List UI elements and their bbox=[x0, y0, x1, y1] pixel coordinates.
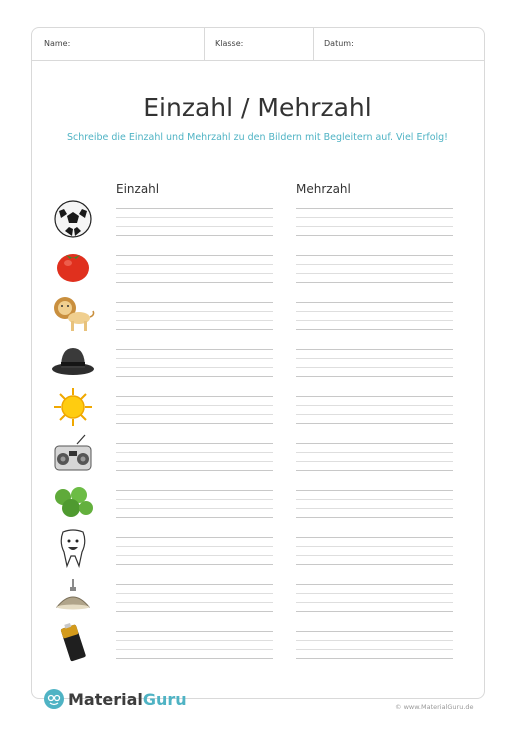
copyright-url: © www.MaterialGuru.de bbox=[395, 703, 474, 711]
guide-line bbox=[116, 358, 273, 359]
guide-line bbox=[116, 593, 273, 594]
guide-line bbox=[296, 490, 453, 491]
guide-line bbox=[296, 584, 453, 585]
singular-writing-lines[interactable] bbox=[116, 396, 273, 424]
guide-line bbox=[296, 602, 453, 603]
guide-line bbox=[296, 611, 453, 612]
guide-line bbox=[116, 367, 273, 368]
singular-writing-lines[interactable] bbox=[116, 208, 273, 236]
plural-writing-lines[interactable] bbox=[296, 631, 453, 659]
guide-line bbox=[296, 226, 453, 227]
guide-line bbox=[116, 226, 273, 227]
guide-line bbox=[296, 461, 453, 462]
guide-line bbox=[116, 320, 273, 321]
guide-line bbox=[296, 311, 453, 312]
radio-icon bbox=[51, 434, 95, 474]
lamp-icon bbox=[51, 575, 95, 615]
guide-line bbox=[116, 217, 273, 218]
guide-line bbox=[296, 423, 453, 424]
singular-writing-lines[interactable] bbox=[116, 349, 273, 377]
guide-line bbox=[296, 282, 453, 283]
guide-line bbox=[296, 217, 453, 218]
guide-line bbox=[116, 611, 273, 612]
header-divider bbox=[313, 28, 314, 60]
guide-line bbox=[296, 555, 453, 556]
guide-line bbox=[116, 329, 273, 330]
guide-line bbox=[296, 376, 453, 377]
guide-line bbox=[116, 658, 273, 659]
guide-line bbox=[296, 273, 453, 274]
brussels-sprouts-icon bbox=[51, 481, 95, 521]
guide-line bbox=[296, 396, 453, 397]
sun-icon bbox=[51, 387, 95, 427]
guide-line bbox=[116, 282, 273, 283]
guide-line bbox=[116, 564, 273, 565]
guide-line bbox=[116, 273, 273, 274]
soccer-ball-icon bbox=[51, 199, 95, 239]
plural-writing-lines[interactable] bbox=[296, 208, 453, 236]
guide-line bbox=[296, 517, 453, 518]
guide-line bbox=[116, 584, 273, 585]
guide-line bbox=[116, 461, 273, 462]
plural-writing-lines[interactable] bbox=[296, 490, 453, 518]
guide-line bbox=[116, 264, 273, 265]
guide-line bbox=[296, 470, 453, 471]
guide-line bbox=[296, 367, 453, 368]
plural-writing-lines[interactable] bbox=[296, 584, 453, 612]
class-label: Klasse: bbox=[215, 39, 244, 48]
guide-line bbox=[116, 490, 273, 491]
singular-writing-lines[interactable] bbox=[116, 255, 273, 283]
plural-writing-lines[interactable] bbox=[296, 349, 453, 377]
guide-line bbox=[116, 649, 273, 650]
guide-line bbox=[296, 499, 453, 500]
plural-writing-lines[interactable] bbox=[296, 302, 453, 330]
guide-line bbox=[296, 255, 453, 256]
guide-line bbox=[296, 405, 453, 406]
header-divider bbox=[204, 28, 205, 60]
guide-line bbox=[296, 235, 453, 236]
guide-line bbox=[296, 640, 453, 641]
name-label: Name: bbox=[44, 39, 71, 48]
tooth-icon bbox=[51, 528, 95, 568]
guide-line bbox=[116, 517, 273, 518]
guide-line bbox=[116, 405, 273, 406]
guide-line bbox=[116, 470, 273, 471]
guide-line bbox=[116, 208, 273, 209]
guide-line bbox=[296, 593, 453, 594]
guide-line bbox=[116, 546, 273, 547]
guide-line bbox=[296, 302, 453, 303]
guide-line bbox=[116, 537, 273, 538]
guide-line bbox=[296, 658, 453, 659]
guide-line bbox=[296, 414, 453, 415]
guide-line bbox=[116, 452, 273, 453]
battery-icon bbox=[51, 622, 95, 662]
guide-line bbox=[116, 349, 273, 350]
guide-line bbox=[296, 452, 453, 453]
guide-line bbox=[116, 311, 273, 312]
guide-line bbox=[116, 631, 273, 632]
singular-writing-lines[interactable] bbox=[116, 490, 273, 518]
tomato-icon bbox=[51, 246, 95, 286]
guide-line bbox=[296, 320, 453, 321]
guide-line bbox=[296, 537, 453, 538]
guide-line bbox=[116, 640, 273, 641]
guide-line bbox=[116, 423, 273, 424]
guide-line bbox=[116, 499, 273, 500]
guide-line bbox=[296, 631, 453, 632]
guide-line bbox=[116, 255, 273, 256]
header-fields bbox=[32, 28, 484, 61]
logo-text-guru: Guru bbox=[142, 690, 187, 709]
guide-line bbox=[116, 302, 273, 303]
plural-writing-lines[interactable] bbox=[296, 537, 453, 565]
plural-writing-lines[interactable] bbox=[296, 443, 453, 471]
guide-line bbox=[116, 414, 273, 415]
singular-writing-lines[interactable] bbox=[116, 537, 273, 565]
plural-writing-lines[interactable] bbox=[296, 255, 453, 283]
logo-badge-icon bbox=[44, 689, 64, 709]
logo-text-material: Material bbox=[68, 690, 143, 709]
page-title: Einzahl / Mehrzahl bbox=[143, 93, 372, 122]
guide-line bbox=[116, 235, 273, 236]
guide-line bbox=[296, 649, 453, 650]
guide-line bbox=[296, 443, 453, 444]
hat-icon bbox=[51, 340, 95, 380]
guide-line bbox=[296, 564, 453, 565]
guide-line bbox=[296, 349, 453, 350]
singular-writing-lines[interactable] bbox=[116, 443, 273, 471]
guide-line bbox=[116, 443, 273, 444]
guide-line bbox=[116, 555, 273, 556]
guide-line bbox=[296, 329, 453, 330]
guide-line bbox=[296, 358, 453, 359]
guide-line bbox=[296, 208, 453, 209]
lion-icon bbox=[51, 293, 95, 333]
guide-line bbox=[296, 508, 453, 509]
plural-writing-lines[interactable] bbox=[296, 396, 453, 424]
singular-writing-lines[interactable] bbox=[116, 631, 273, 659]
guide-line bbox=[116, 396, 273, 397]
guide-line bbox=[116, 376, 273, 377]
date-label: Datum: bbox=[324, 39, 354, 48]
guide-line bbox=[116, 602, 273, 603]
guide-line bbox=[296, 264, 453, 265]
singular-writing-lines[interactable] bbox=[116, 584, 273, 612]
singular-column-heading: Einzahl bbox=[116, 182, 160, 196]
singular-writing-lines[interactable] bbox=[116, 302, 273, 330]
guide-line bbox=[296, 546, 453, 547]
instruction-text: Schreibe die Einzahl und Mehrzahl zu den Bildern mit Begleitern auf. Viel Erfolg! bbox=[67, 132, 448, 143]
guide-line bbox=[116, 508, 273, 509]
plural-column-heading: Mehrzahl bbox=[296, 182, 351, 196]
